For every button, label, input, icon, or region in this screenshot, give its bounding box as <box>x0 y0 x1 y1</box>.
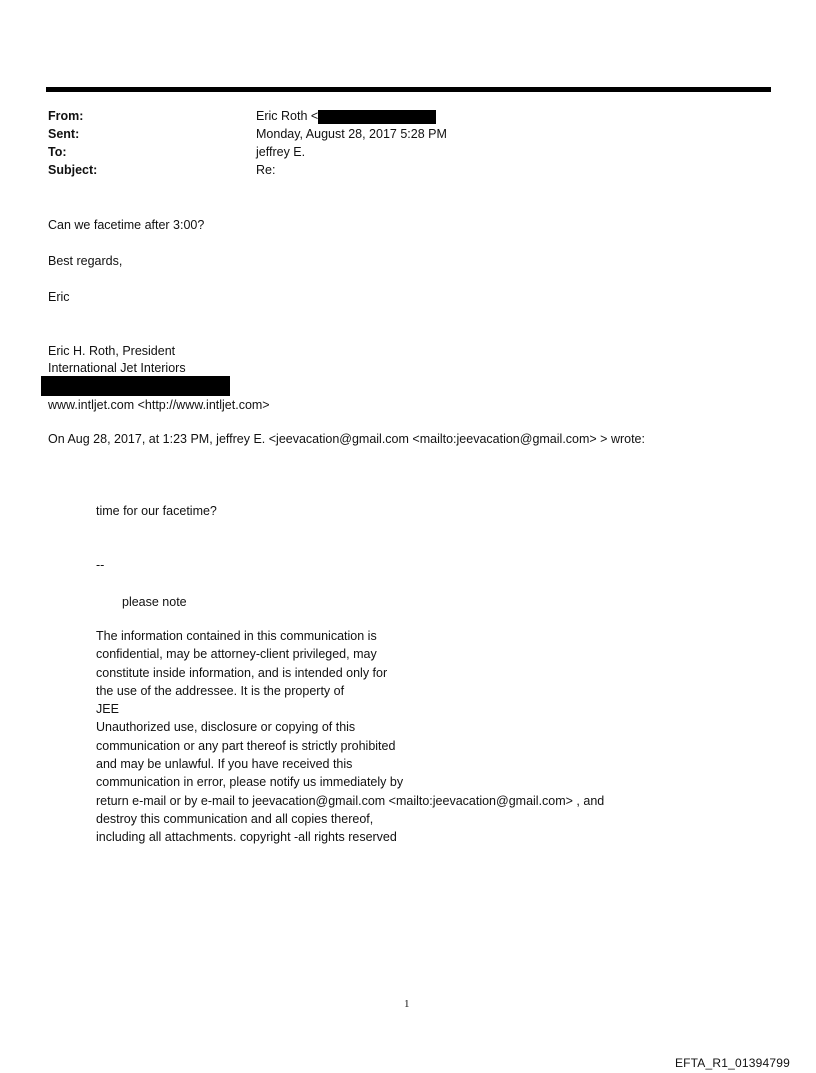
closing: Best regards, <box>48 254 123 268</box>
from-label: From: <box>48 109 84 123</box>
signature-company: International Jet Interiors <box>48 361 186 375</box>
disclaimer <box>96 627 604 847</box>
disclaimer-line: constitute inside information, and is intended only for <box>96 665 388 680</box>
subject-label: Subject: <box>48 163 98 177</box>
disclaimer-line: communication or any part thereof is strictly prohibited <box>96 738 396 753</box>
disclaimer-line: The information contained in this communication is <box>96 629 377 643</box>
sent-row <box>48 125 447 143</box>
note-heading: please note <box>122 595 187 609</box>
disclaimer-line: communication in error, please notify us immediately by <box>96 775 404 790</box>
to-label: To: <box>48 145 67 159</box>
to-value: jeffrey E. <box>256 145 306 159</box>
sender-name: Eric <box>48 290 70 304</box>
from-name: Eric Roth < <box>256 109 319 123</box>
quoted-message: time for our facetime? <box>96 504 217 518</box>
header-rule <box>46 87 771 92</box>
redaction-block <box>41 376 230 396</box>
bates-number: EFTA_R1_01394799 <box>674 1056 790 1070</box>
signature-name: Eric H. Roth, President <box>48 344 176 358</box>
from-value <box>256 107 436 125</box>
signature-separator: -- <box>96 558 105 572</box>
disclaimer-line: return e-mail or by e-mail to jeevacation@gmail.com <mailto:jeevacation@gmail.com> , and <box>96 793 605 808</box>
subject-row <box>48 161 447 179</box>
disclaimer-line: JEE <box>96 702 119 717</box>
subject-value: Re: <box>256 163 276 177</box>
sent-label: Sent: <box>48 127 80 141</box>
disclaimer-line: Unauthorized use, disclosure or copying of this <box>96 720 356 735</box>
page-number: 1 <box>404 998 410 1010</box>
disclaimer-line: destroy this communication and all copies thereof, <box>96 811 374 826</box>
signature-website: www.intljet.com <http://www.intljet.com> <box>48 398 270 412</box>
redaction-block <box>318 110 436 124</box>
to-row <box>48 143 447 161</box>
disclaimer-line: confidential, may be attorney-client privileged, may <box>96 647 377 662</box>
disclaimer-line: the use of the addressee. It is the property of <box>96 683 345 698</box>
quote-intro: On Aug 28, 2017, at 1:23 PM, jeffrey E. <jeevacation@gmail.com <mailto:jeevacation@gmail.com> > wrote: <box>48 432 645 446</box>
from-row <box>48 107 447 125</box>
disclaimer-line: and may be unlawful. If you have received this <box>96 757 353 772</box>
email-header <box>48 107 447 179</box>
sent-value: Monday, August 28, 2017 5:28 PM <box>256 127 447 141</box>
disclaimer-line: including all attachments. copyright -all rights reserved <box>96 830 397 845</box>
body-line: Can we facetime after 3:00? <box>48 218 205 232</box>
